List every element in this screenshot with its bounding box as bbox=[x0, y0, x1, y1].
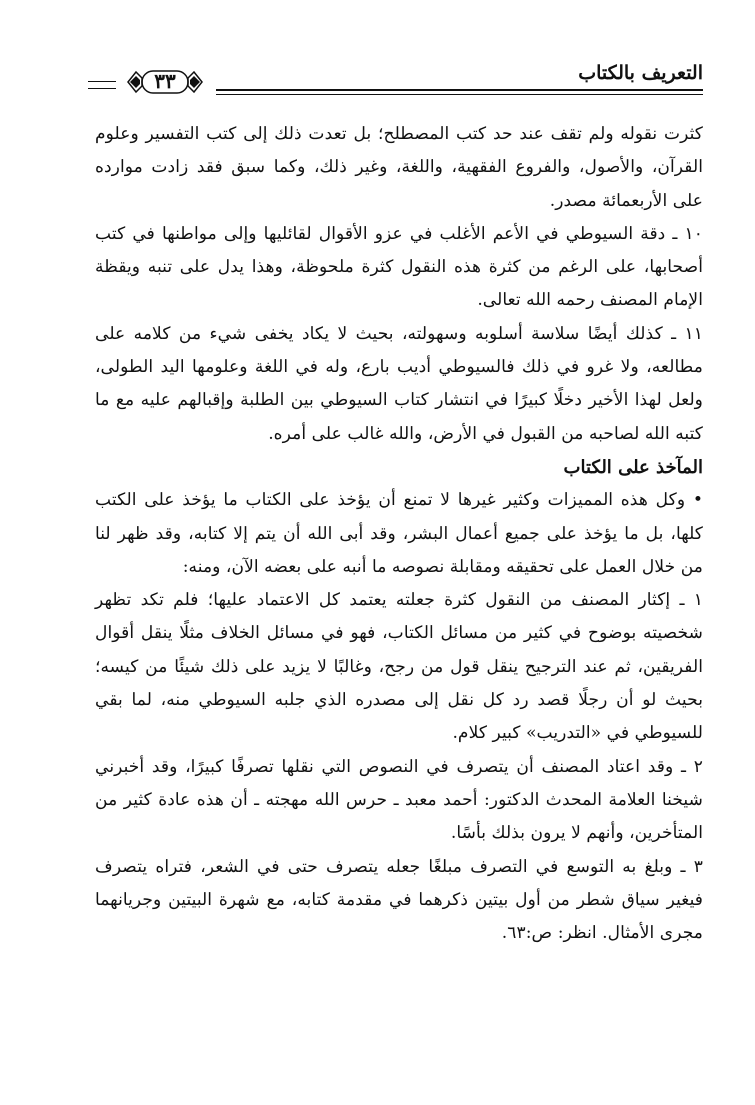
section-heading: المآخذ على الكتاب bbox=[563, 456, 703, 478]
paragraph: ٢ ـ وقد اعتاد المصنف أن يتصرف في النصوص التي نقلها تصرفًا كبيرًا، وقد أخبرني شيخنا العلامة المحدث الدكتور: أحمد معبد ـ حرس الله مهجته ـ أن هذه عادة كثير من المتأخرين، وأنهم لا يرون بذلك بأسًا. bbox=[95, 756, 703, 844]
paragraph: ٣ ـ وبلغ به التوسع في التصرف مبلغًا جعله يتصرف حتى في الشعر، فتراه يتصرف فيغير سياق شطر من أول بيتين ذكرهما في مقدمة كتابه، مع شهرة البيتين وجريانهما مجرى الأمثال. انظر: ص:٦٣. bbox=[95, 856, 703, 944]
header-rule-thin bbox=[216, 94, 703, 95]
paragraph: • وكل هذه المميزات وكثير غيرها لا تمنع أن يؤخذ على الكتاب ما يؤخذ على الكتب كلها، بل ما يؤخذ على جميع أعمال البشر، وقد أبى الله أن يتم إلا كتابه، وقد ظهر لنا من خلال العمل على تحقيقه ومقابلة نصوصه ما أنبه على بعضه الآن، ومنه: bbox=[95, 490, 703, 577]
page-number: ٣٣ bbox=[154, 69, 176, 93]
page-number-frame bbox=[122, 68, 208, 96]
body-text bbox=[95, 118, 703, 950]
header-rule-short bbox=[88, 81, 116, 89]
paragraph: ١١ ـ كذلك أيضًا سلاسة أسلوبه وسهولته، بحيث لا يكاد يخفى شيء من كلامه على مطالعه، ولا غرو في ذلك فالسيوطي أديب بارع، وله في اللغة وعلومها اليد الطولى، ولعل لهذا الأخير دخلًا كبيرًا في انتشار كتاب السيوطي بين الطلبة وإقبالهم عليه مع ما كتبه الله لصاحبه من القبول في الأرض، والله غالب على أمره. bbox=[95, 323, 703, 444]
paragraph: كثرت نقوله ولم تقف عند حد كتب المصطلح؛ بل تعدت ذلك إلى كتب التفسير وعلوم القرآن، والأصول، والفروع الفقهية، واللغة، وغير ذلك، وكما سبق فقد زادت موارده على الأربعمائة مصدر. bbox=[95, 124, 703, 211]
paragraph: ١ ـ إكثار المصنف من النقول كثرة جعلته يعتمد كل الاعتماد عليها؛ فلم تكد تظهر شخصيته بوضوح في كثير من مسائل الكتاب، فهو في مسائل الخلاف مثلًا ينقل أقوال الفريقين، ثم عند الترجيح ينقل قول من رجح، وغالبًا لا يزيد على ذلك شيئًا من كيسه؛ بحيث لو أن رجلًا قصد رد كل نقل إلى مصدره الذي جلبه السيوطي منه، لما بقي للسيوطي في «التدريب» كبير كلام. bbox=[95, 590, 703, 744]
running-title: التعريف بالكتاب bbox=[578, 62, 703, 84]
paragraph: ١٠ ـ دقة السيوطي في الأعم الأغلب في عزو الأقوال لقائليها وإلى مواطنها في كتب أصحابها، على الرغم من كثرة هذه النقول كثرة ملحوظة، وهذا يدل على تنبه ويقظة الإمام المصنف رحمه الله تعالى. bbox=[95, 223, 703, 311]
header-rule bbox=[216, 89, 703, 91]
page-header bbox=[88, 56, 703, 98]
